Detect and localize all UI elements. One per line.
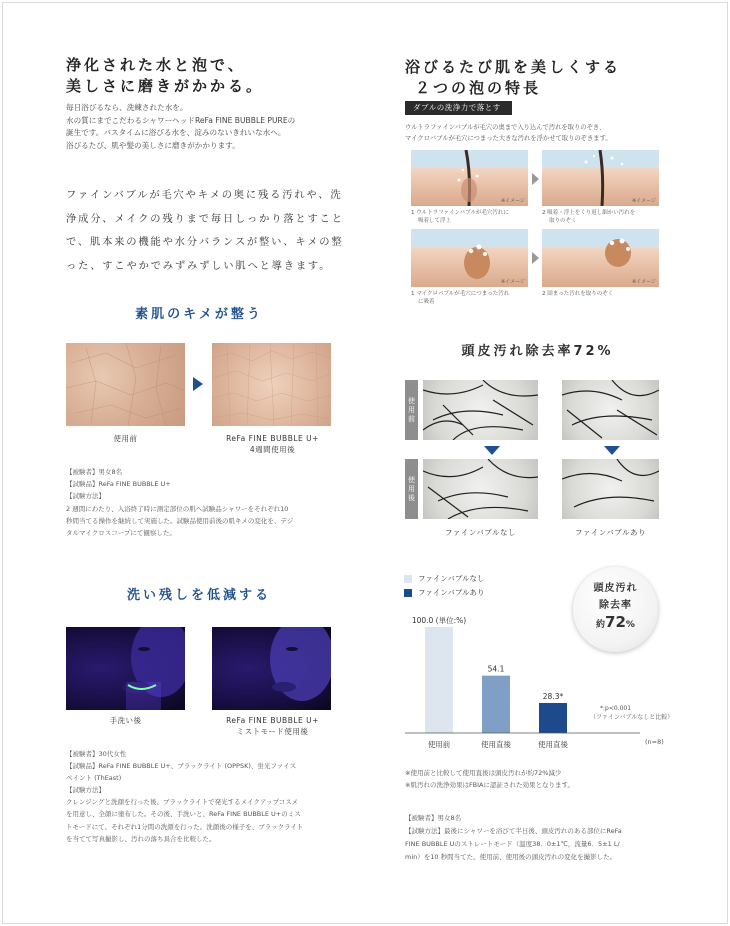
step-text: 取りのぞく (549, 218, 577, 224)
image-tag: ※イメージ (500, 279, 525, 285)
bar-2 (539, 703, 567, 733)
intro-line: 毎日浴びるなら、洗練された水を。 (66, 103, 188, 112)
note-line: FINE BUBBLE Uのストレートモード（温度38．0±1℃，流量6．5±1 L/ (405, 840, 620, 848)
stamp-line1: 頭皮汚れ (593, 583, 638, 594)
caption-line: ReFa FINE BUBBLE U+ (226, 716, 319, 725)
note-line: 秒間当てる操作を継続して実施した。試験品使用前後の肌キメの変化を、デジ (66, 516, 294, 525)
uv-after-photo (212, 627, 331, 710)
legend-label: ファインバブルあり (418, 588, 485, 597)
step-number: 2 (542, 291, 546, 297)
hair-strands (562, 380, 659, 440)
note-line: タルマイクロスコープにて観察した。 (66, 529, 176, 538)
left-headline-line1: 浄化された水と泡で、 (66, 56, 246, 74)
note-line: min）を10 秒間当てた。使用前、使用後の頭皮汚れの変化を撮影した。 (405, 853, 617, 861)
kime-notes (66, 466, 366, 539)
arrow-down-icon (604, 446, 620, 455)
chart-footnotes (405, 767, 685, 791)
chart-legend (404, 572, 485, 600)
left-headline (66, 55, 264, 97)
step4-caption (542, 290, 659, 298)
note-line: トモードにて、それぞれ1分間の洗顔を行った。洗顔後の様子を、ブラックライト (66, 822, 304, 831)
caption-line: ミストモード使用後 (236, 727, 309, 736)
hair-strands (423, 459, 538, 519)
category-label-1: 使用直後 (481, 740, 511, 749)
note-line: 【試験品】ReFa FINE BUBBLE U+ (66, 480, 171, 489)
step2-caption (542, 209, 659, 225)
caption-line: 4週間使用後 (249, 445, 296, 454)
scalp-with-after-photo (562, 459, 659, 519)
step-text: ウルトラファインバブルが毛穴汚れに (416, 210, 509, 216)
description-line: マイクロバブルが毛穴につまった大きな汚れを浮かせて取りのぞきます。 (405, 135, 612, 142)
uv-before-photo (66, 627, 185, 710)
right-headline-line1: 浴びるたび肌を美しくする (405, 58, 622, 76)
image-tag: ※イメージ (631, 198, 656, 204)
step3-illustration (411, 229, 528, 287)
stamp-line2: 除去率 (599, 600, 632, 611)
step-number: 1 (411, 291, 415, 297)
legend-swatch (404, 575, 412, 583)
lead-line: 浄成分、メイクの残りまで毎日しっかり落とすこと (66, 212, 344, 225)
scalp-notes (405, 812, 685, 864)
left-lead-text (66, 184, 366, 278)
footnote-line: ※使用前と比較して使用直後は頭皮汚れが約72%減少 (405, 769, 562, 777)
category-label-0: 使用前 (427, 740, 451, 749)
arrow-right-icon (532, 173, 539, 185)
intro-line: 誕生です。バスタイムに浴びる水を、淀みのないきれいな水へ。 (66, 128, 286, 137)
stamp-unit: % (625, 620, 635, 630)
step-text: マイクロバブルが毛穴につまった汚れ (416, 291, 510, 297)
legend-label: ファインバブルなし (418, 574, 485, 583)
image-tag: ※イメージ (500, 198, 525, 204)
stamp-value: 72 (605, 613, 626, 631)
caption-line: ReFa FINE BUBBLE U+ (226, 434, 319, 443)
step-text: 吸着して浮上 (418, 218, 452, 224)
kime-title: 素肌のキメが整う (135, 307, 263, 322)
residue-caption-before: 手洗い後 (109, 716, 142, 725)
step3-caption (411, 290, 528, 306)
significance-note (590, 704, 675, 722)
footnote-line: ※肌汚れの洗浄効果はFBIAに認証された効果となります。 (405, 781, 574, 789)
kime-caption-after (200, 433, 345, 455)
step1-illustration (411, 150, 528, 206)
intro-line: 浴びるたび、肌や髪の美しさに磨きがかかります。 (66, 140, 240, 150)
scalp-label-with: ファインバブルあり (574, 528, 647, 537)
stamp-value-row (573, 612, 658, 631)
uv-face-illustration (212, 627, 331, 710)
note-line: を当てて写真撮影し、汚れの落ち具合を比較した。 (66, 834, 216, 843)
step-number: 2 (542, 210, 546, 216)
data-label-2: 28.3* (542, 692, 564, 702)
arrow-right-icon (532, 252, 539, 264)
skin-before-photo (66, 343, 185, 426)
intro-line: 水の質にまでこだわるシャワーヘッドReFa FINE BUBBLE PUREの (66, 115, 296, 125)
step-text: 吸着・浮上をくり返し細かい汚れを (547, 210, 636, 216)
scalp-with-before-photo (562, 380, 659, 440)
residue-caption-after (200, 715, 345, 737)
step1-caption (411, 209, 528, 225)
note-line: 【試験方法】 (66, 786, 105, 795)
step-text: に吸着 (418, 299, 435, 305)
lead-line: った、すこやかでみずみずしい肌へと導きます。 (66, 259, 332, 272)
tab-before: 使用前 (405, 380, 418, 440)
right-headline-line2: ２つの泡の特長 (415, 79, 542, 97)
step4-illustration (542, 229, 659, 287)
sample-size: (n=8) (645, 738, 664, 746)
description-line: ウルトラファインバブルが毛穴の奥まで入り込んで汚れを取りのぞき、 (405, 124, 606, 131)
double-cleansing-badge: ダブルの洗浄力で落とす (405, 101, 512, 115)
badge-description (405, 122, 675, 144)
note-line: クレンジングと洗顔を行った後、ブラックライトで発光するメイクアップコスメ (66, 798, 299, 807)
scalp-without-after-photo (423, 459, 538, 519)
image-tag: ※イメージ (631, 279, 656, 285)
step-number: 1 (411, 210, 415, 216)
data-label-1: 54.1 (487, 664, 505, 674)
lead-line: で、肌本来の機能や水分バランスが整い、キメの整 (66, 236, 344, 248)
legend-item-with (404, 586, 485, 600)
skin-texture (66, 343, 185, 426)
step-text: 固まった汚れを取りのぞく (547, 291, 614, 297)
step2-illustration (542, 150, 659, 206)
scalp-title: 頭皮汚れ除去率72% (461, 344, 614, 359)
uv-face-illustration (66, 627, 185, 710)
skin-after-photo (212, 343, 331, 426)
significance-value: *:p<0.001 (600, 705, 632, 712)
significance-comparison: （ファインバブルなしと比較） (590, 714, 674, 721)
skin-texture (212, 343, 331, 426)
note-line: ペイント (ThEast) (66, 774, 122, 783)
note-line: 【被験者】30代女性 (66, 750, 127, 758)
category-label-2: 使用直後 (538, 740, 568, 749)
scalp-without-before-photo (423, 380, 538, 440)
bar-1 (482, 676, 510, 733)
arrow-right-icon (193, 377, 203, 391)
residue-notes (66, 748, 366, 845)
data-label-0: 100.0 (単位:%) (411, 616, 467, 625)
note-line: 【被験者】男女8名 (405, 814, 462, 822)
note-line: 2 週間にわたり、入浴終了時に測定部位の肌へ試験品シャワーをそれぞれ10 (66, 504, 289, 513)
lead-line: ファインバブルが毛穴やキメの奥に残る汚れや、洗 (66, 189, 343, 201)
arrow-down-icon (484, 446, 500, 455)
scalp-label-without: ファインバブルなし (444, 528, 517, 537)
note-line: 【試験方法】最後にシャワーを浴びて半日後、頭皮汚れのある部位にReFa (405, 827, 622, 835)
note-line: 【被験者】男女8名 (66, 468, 123, 476)
legend-item-without (404, 572, 485, 586)
left-intro (66, 102, 366, 152)
right-headline (405, 57, 621, 99)
note-line: を用意し、全顔に塗布した。その後、手洗いと、ReFa FINE BUBBLE U+のミス (66, 810, 301, 819)
residue-title: 洗い残しを低減する (126, 588, 271, 603)
kime-caption-before: 使用前 (113, 434, 138, 443)
tab-after: 使用後 (405, 459, 418, 519)
stamp-prefix: 約 (596, 620, 606, 630)
bar-0 (425, 627, 453, 733)
left-headline-line2: 美しさに磨きがかかる。 (66, 77, 265, 95)
note-line: 【試験方法】 (66, 492, 105, 501)
legend-swatch (404, 589, 412, 597)
note-line: 【試験品】ReFa FINE BUBBLE U+、ブラックライト (OPPSK)、蛍光ファイス (66, 762, 297, 771)
removal-rate-stamp (573, 567, 658, 652)
hair-strands (562, 459, 659, 519)
hair-strands (423, 380, 538, 440)
